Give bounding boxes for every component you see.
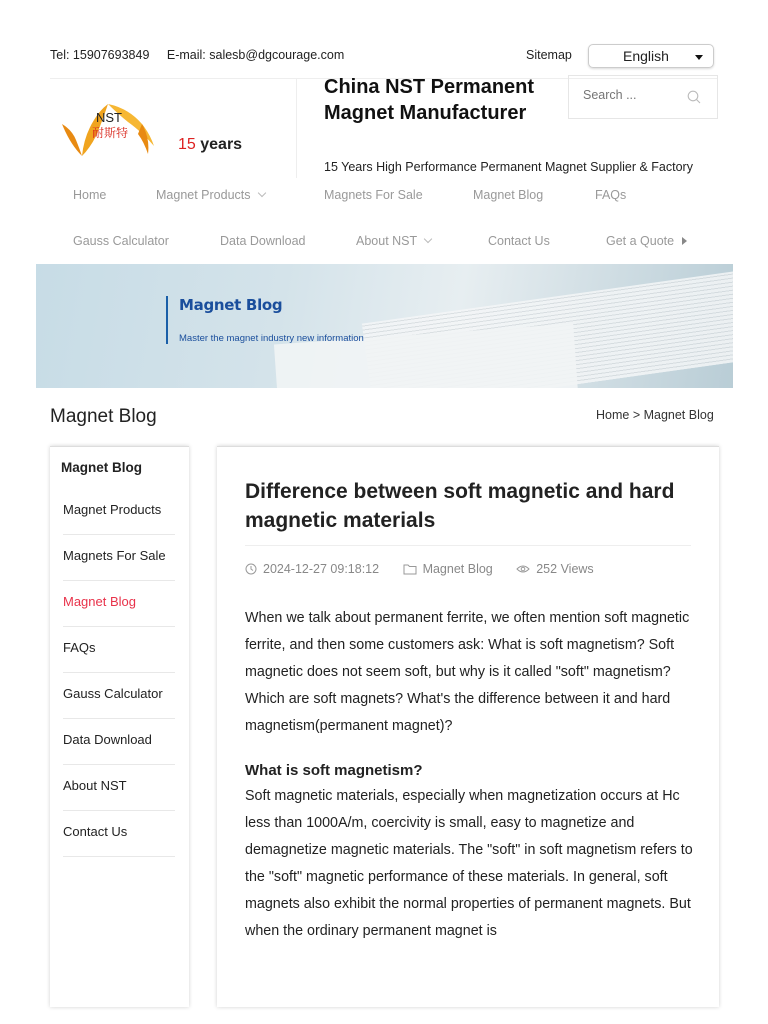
sidebar-title: Magnet Blog <box>61 460 142 475</box>
nav-magnet-products[interactable] <box>156 188 265 202</box>
sidebar-item-faqs[interactable]: FAQs <box>63 627 175 673</box>
search-box <box>568 75 718 119</box>
site-logo[interactable] <box>58 96 168 160</box>
banner-title: Magnet Blog <box>179 296 283 314</box>
article-intro: When we talk about permanent ferrite, we often mention soft magnetic ferrite, and then some customers ask: What is soft magnetism? Soft magnetic does not seem soft, but why is it called "soft" magnetism? Which are soft magnets? What's the difference between it and hard magnetism(permanent magnet)? <box>245 610 690 734</box>
nav-label: Get a Quote <box>606 234 675 248</box>
article-body <box>245 605 695 945</box>
article-section-title: What is soft magnetism? <box>245 762 423 779</box>
nav-label: About NST <box>356 234 418 248</box>
hero-banner <box>36 264 733 388</box>
logo-text-cn: 耐斯特 <box>92 126 129 140</box>
banner-accent-bar <box>166 296 168 344</box>
article-views-text: 252 Views <box>536 562 594 576</box>
sidebar-item-about-nst[interactable]: About NST <box>63 765 175 811</box>
brand-title: China NST Permanent Magnet Manufacturer <box>324 76 535 124</box>
nav-magnets-for-sale[interactable]: Magnets For Sale <box>324 188 423 202</box>
nav-gauss-calculator[interactable]: Gauss Calculator <box>73 234 169 248</box>
search-input[interactable] <box>583 88 683 102</box>
article-date-text: 2024-12-27 09:18:12 <box>263 562 380 576</box>
article-title: Difference between soft magnetic and hard magnetic materials <box>245 480 675 532</box>
page-title: Magnet Blog <box>50 406 157 427</box>
years-badge <box>178 136 242 154</box>
article-views <box>516 562 593 576</box>
brand-subtitle: 15 Years High Performance Permanent Magnet Supplier & Factory <box>324 160 693 174</box>
caret-right-icon <box>682 237 687 245</box>
nav-get-a-quote[interactable] <box>606 234 687 248</box>
years-number: 15 <box>178 136 196 153</box>
sidebar-item-data-download[interactable]: Data Download <box>63 719 175 765</box>
nav-contact-us[interactable]: Contact Us <box>488 234 550 248</box>
sidebar-item-magnets-for-sale[interactable]: Magnets For Sale <box>63 535 175 581</box>
search-icon[interactable] <box>687 90 701 104</box>
banner-subtitle: Master the magnet industry new information <box>179 333 364 344</box>
tel-text: Tel: 15907693849 <box>50 48 150 62</box>
years-label: years <box>195 136 243 153</box>
clock-icon <box>245 563 257 575</box>
breadcrumb[interactable]: Home > Magnet Blog <box>596 408 714 422</box>
nav-about-nst[interactable] <box>356 234 431 248</box>
caret-down-icon <box>695 55 703 60</box>
nav-home[interactable]: Home <box>73 188 107 202</box>
language-value: English <box>623 48 669 64</box>
nav-data-download[interactable]: Data Download <box>220 234 306 248</box>
nav-faqs[interactable]: FAQs <box>595 188 627 202</box>
article-section-text: Soft magnetic materials, especially when magnetization occurs at Hc less than 1000A/m, coercivity is small, easy to magnetize and demagnetize magnetic materials. The "soft" in soft magnetism refers to the "soft" magnetic performance of these materials. In general, soft magnets also exhibit the normal properties of permanent magnets. But when the ordinary permanent magnet is <box>245 788 693 939</box>
sidebar <box>50 446 189 1007</box>
sidebar-item-magnet-products[interactable]: Magnet Products <box>63 489 175 535</box>
eye-icon <box>516 563 530 575</box>
sidebar-item-contact-us[interactable]: Contact Us <box>63 811 175 857</box>
email-text[interactable]: E-mail: salesb@dgcourage.com <box>166 48 345 62</box>
folder-icon <box>403 563 417 575</box>
chevron-down-icon <box>257 189 265 197</box>
nav-magnet-blog[interactable]: Magnet Blog <box>473 188 544 202</box>
article-divider <box>245 545 691 546</box>
language-select[interactable] <box>588 44 714 68</box>
article-card <box>217 446 719 1007</box>
chevron-down-icon <box>424 235 432 243</box>
contact-info <box>50 48 358 62</box>
article-meta <box>245 562 614 578</box>
logo-text-nst: NST <box>96 110 122 125</box>
sitemap-link[interactable]: Sitemap <box>526 48 572 62</box>
nav-label: Magnet Products <box>156 188 251 202</box>
article-date <box>245 562 379 576</box>
header-divider <box>296 78 297 178</box>
sidebar-item-magnet-blog[interactable]: Magnet Blog <box>63 581 175 627</box>
sidebar-item-gauss-calculator[interactable]: Gauss Calculator <box>63 673 175 719</box>
article-category[interactable] <box>403 562 493 576</box>
sidebar-menu <box>63 489 175 857</box>
article-category-text: Magnet Blog <box>422 562 493 576</box>
